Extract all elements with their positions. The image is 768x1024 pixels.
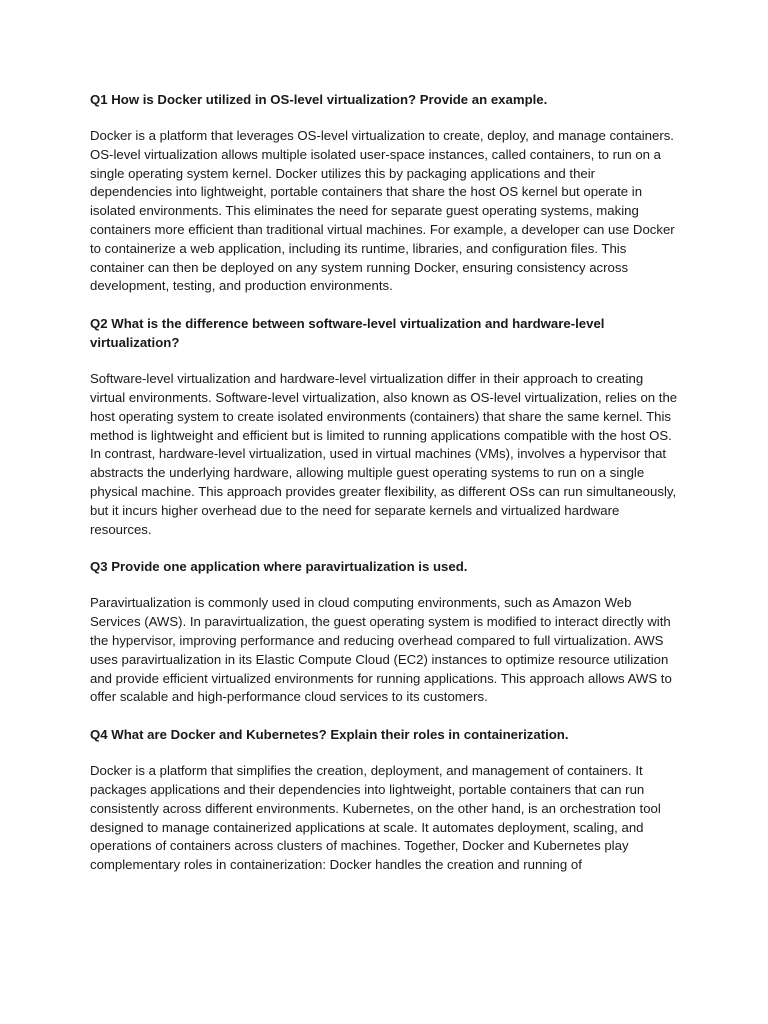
qa-section-3 <box>90 557 680 707</box>
answer-paragraph: Docker is a platform that simplifies the creation, deployment, and management of containers. It packages applications and their dependencies into lightweight, portable containers that can run consistently across different environments. Kubernetes, on the other hand, is an orchestration tool designed to manage containerized applications at scale. It automates deployment, scaling, and operations of containers across clusters of machines. Together, Docker and Kubernetes play complementary roles in containerization: Docker handles the creation and running of <box>90 763 661 873</box>
question-heading: Q2 What is the difference between software-level virtualization and hardware-level virtualization? <box>90 316 605 351</box>
answer-paragraph: Docker is a platform that leverages OS-level virtualization to create, deploy, and manage containers. OS-level virtualization allows multiple isolated user-space instances, called containers, to run on a single operating system kernel. Docker utilizes this by packaging applications and their dependencies into lightweight, portable containers that share the host OS kernel but operate in isolated environments. This eliminates the need for separate guest operating systems, making containers more efficient than traditional virtual machines. For example, a developer can use Docker to containerize a web application, including its runtime, libraries, and configuration files. This container can then be deployed on any system running Docker, ensuring consistency across development, testing, and production environments. <box>90 128 675 294</box>
qa-section-1 <box>90 90 680 296</box>
answer-paragraph: Paravirtualization is commonly used in cloud computing environments, such as Amazon Web Services (AWS). In paravirtualization, the guest operating system is modified to interact directly with the hypervisor, improving performance and reducing overhead compared to full virtualization. AWS uses paravirtualization in its Elastic Compute Cloud (EC2) instances to optimize resource utilization and provide efficient virtualized environments for running applications. This approach allows AWS to offer scalable and high-performance cloud services to its customers. <box>90 595 672 705</box>
answer-paragraph: Software-level virtualization and hardware-level virtualization differ in their approach to creating virtual environments. Software-level virtualization, also known as OS-level virtualization, relies on the host operating system to create isolated environments (containers) that share the same kernel. This method is lightweight and efficient but is limited to running applications compatible with the host OS. In contrast, hardware-level virtualization, used in virtual machines (VMs), involves a hypervisor that abstracts the underlying hardware, allowing multiple guest operating systems to run on a single physical machine. This approach provides greater flexibility, as different OSs can run simultaneously, but it incurs higher overhead due to the need for separate kernels and virtualized hardware resources. <box>90 371 678 537</box>
question-heading: Q3 Provide one application where paravirtualization is used. <box>90 559 468 575</box>
question-heading: Q4 What are Docker and Kubernetes? Explain their roles in containerization. <box>90 727 569 743</box>
question-heading: Q1 How is Docker utilized in OS-level virtualization? Provide an example. <box>90 92 548 107</box>
document-page <box>90 90 680 893</box>
qa-section-4 <box>90 725 680 875</box>
qa-section-2 <box>90 314 680 539</box>
